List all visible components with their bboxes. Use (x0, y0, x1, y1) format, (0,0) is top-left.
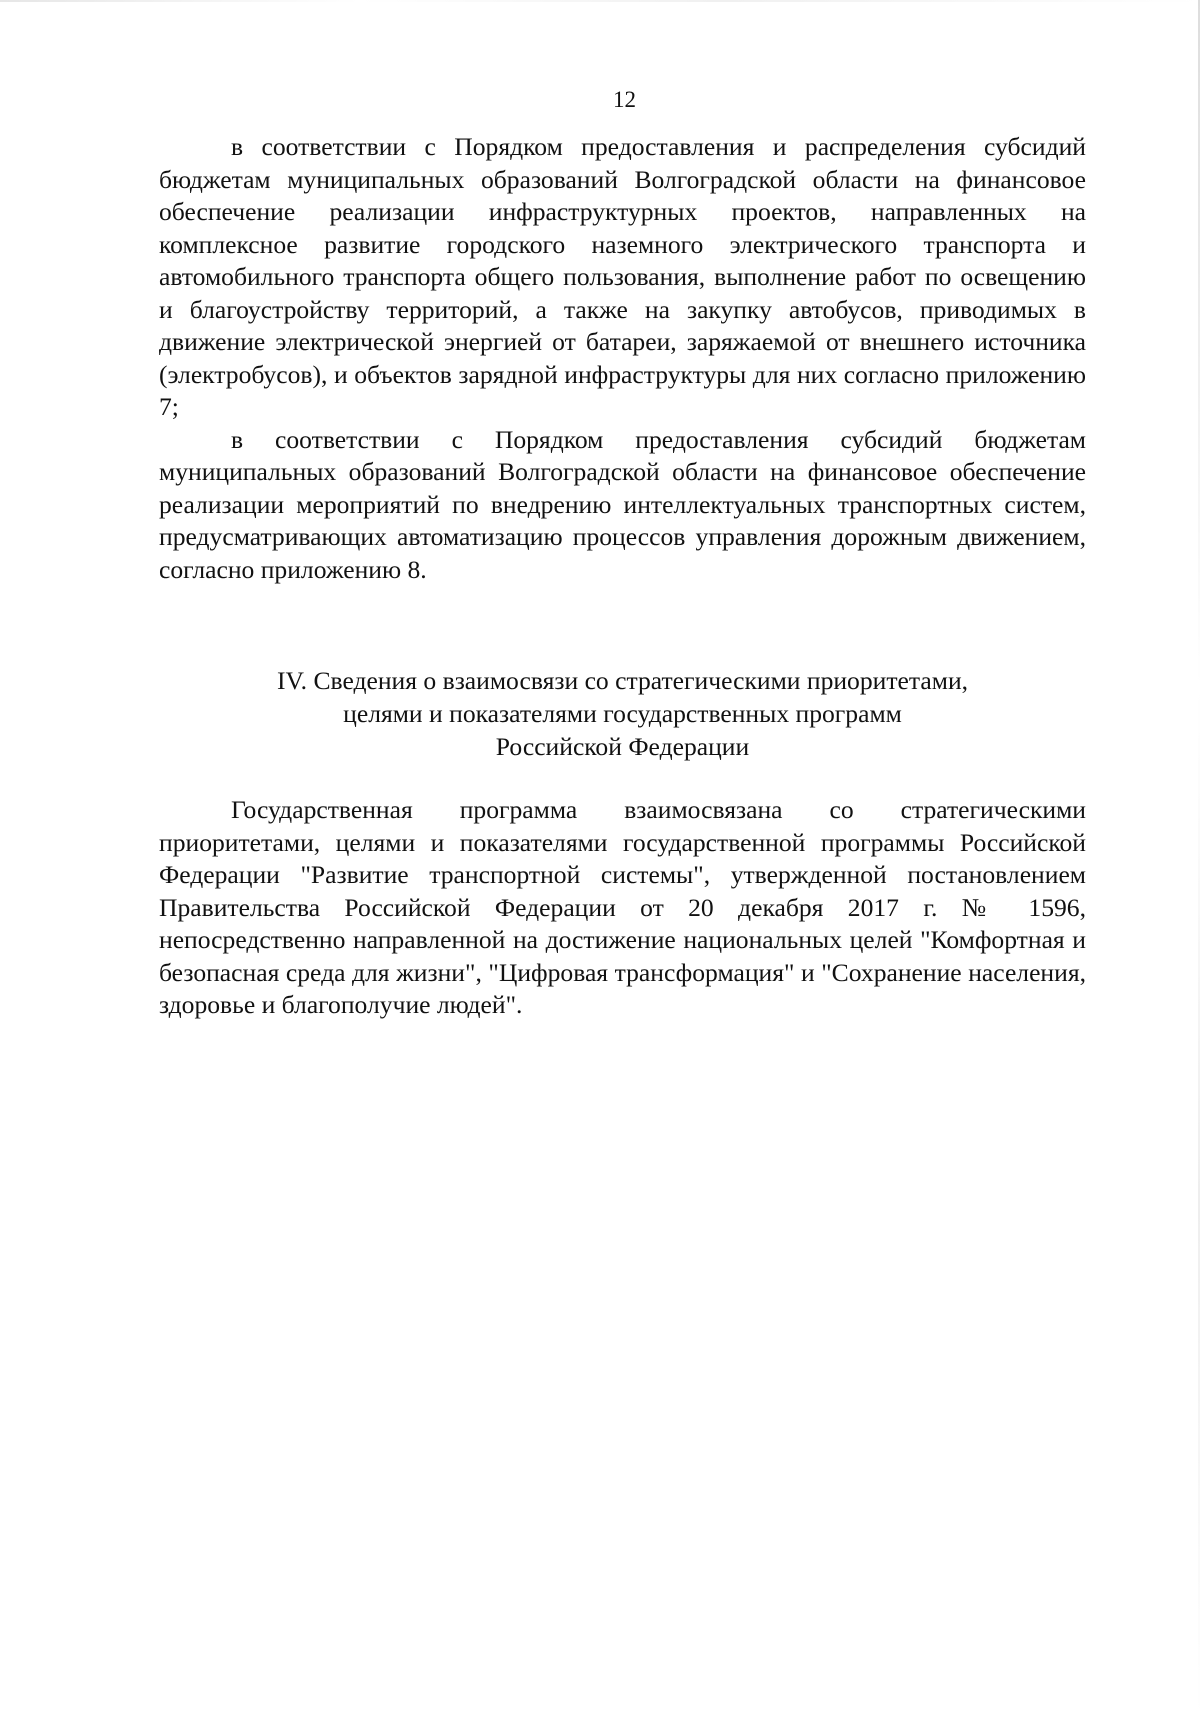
section-heading (159, 664, 1086, 763)
paragraph-subsidies-infrastructure: в соответствии с Порядком предоставления и распределения субсидий бюджетам муниципальных образований Волгоградской области на финансовое обеспечение реализации инфраструктурных проектов, направленных на комплексное развитие городского наземного электрического транспорта и автомобильного транспорта общего пользования, выполнение работ по освещению и благоустройству территорий, а также на закупку автобусов, приводимых в движение электрической энергией от батареи, заряжаемой от внешнего источника (электробусов), и объектов зарядной инфраструктуры для них согласно приложению 7; (159, 132, 1086, 421)
paragraph-program-linkage: Государственная программа взаимосвязана со стратегическими приоритетами, целями и показателями государственной программы Российской Федерации "Развитие транспортной системы", утвержденной постановлением Правительства Российской Федерации от 20 декабря 2017 г. № 1596, непосредственно направленной на достижение национальных целей "Комфортная и безопасная среда для жизни", "Цифровая трансформация" и "Сохранение населения, здоровье и благополучие людей". (159, 795, 1086, 1019)
paragraph-subsidies-intelligent-transport: в соответствии с Порядком предоставления субсидий бюджетам муниципальных образований Волгоградской области на финансовое обеспечение реализации мероприятий по внедрению интеллектуальных транспортных систем, предусматривающих автоматизацию процессов управления дорожным движением, согласно приложению 8. (159, 424, 1086, 584)
section-heading-line-1: IV. Сведения о взаимосвязи со стратегическими приоритетами, (276, 666, 969, 695)
page-number: 12 (613, 87, 636, 112)
body-text-top (159, 131, 1086, 586)
section-heading-line-2: целями и показателями государственных программ (343, 699, 902, 728)
body-text-bottom (159, 794, 1086, 1022)
section-heading-line-3: Российской Федерации (495, 732, 750, 761)
scan-edge-top (0, 0, 1200, 2)
